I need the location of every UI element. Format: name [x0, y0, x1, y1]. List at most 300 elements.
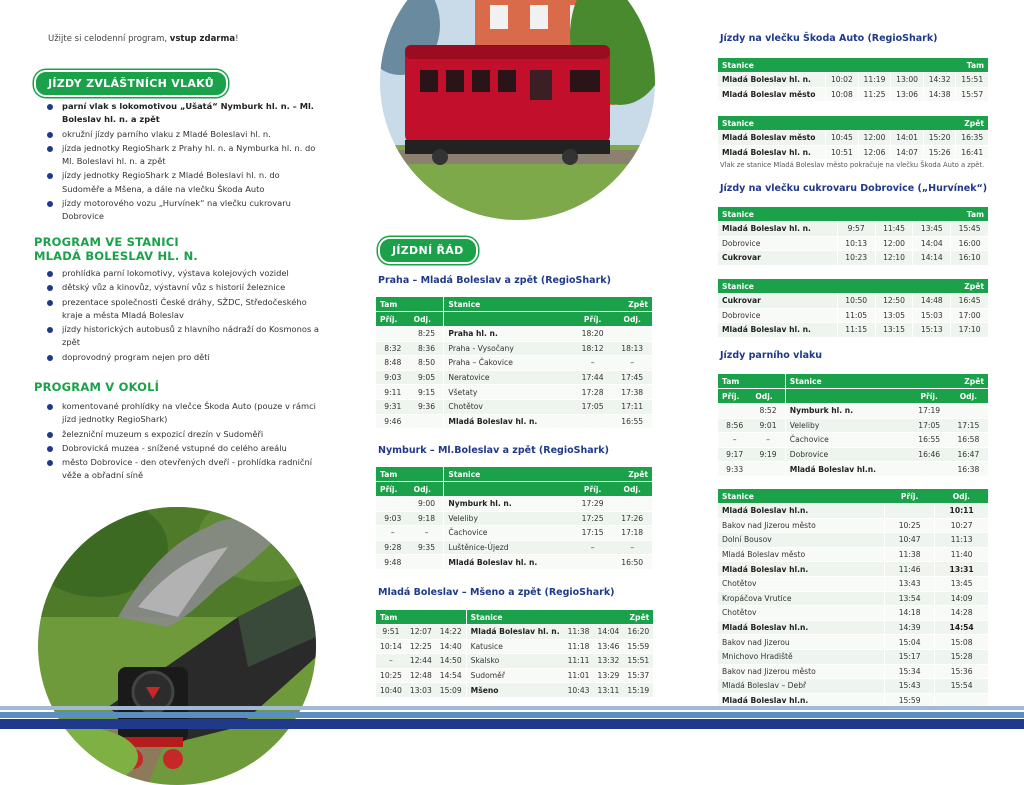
station-cell: Mladá Boleslav město	[718, 131, 826, 146]
time-cell: 12:07	[406, 625, 436, 640]
skoda-title: Jízdy na vlečku Škoda Auto (RegioShark)	[720, 33, 938, 44]
time-cell: 13:05	[875, 308, 913, 323]
arrival-cell: 9:11	[376, 385, 410, 400]
special-trains-heading: JÍZDY ZVLÁŠTNÍCH VLAKŮ	[34, 70, 228, 97]
departure-cell: 17:15	[949, 418, 988, 433]
header-stanice: Stanice	[466, 610, 563, 625]
header-direction: Tam	[826, 58, 988, 73]
station-cell: Mladá Boleslav hl. n.	[718, 73, 826, 88]
arrival-cell: 10:25	[884, 518, 934, 533]
table-row	[376, 356, 652, 371]
t1-title: Praha – Mladá Boleslav a zpět (RegioShark)	[378, 275, 611, 286]
time-cell: 12:00	[858, 131, 891, 146]
station-cell: Mladá Boleslav město	[718, 87, 826, 102]
time-cell: 10:45	[826, 131, 859, 146]
time-cell: 12:48	[406, 668, 436, 683]
table-header-row	[718, 279, 988, 294]
list-item: jízdy historických autobusů z hlavního nádraží do Kosmonos a zpět	[44, 323, 324, 350]
time-cell: 10:08	[826, 87, 859, 102]
list-item: jízdy jednotky RegioShark z Mladé Boleslavi hl. n. do Sudoměře a Mšena, a dále na vlečku Škoda Auto	[44, 169, 324, 196]
station-cell: Veleliby	[785, 418, 909, 433]
arrival-cell: 11:46	[884, 562, 934, 577]
header-zpet: Zpět	[573, 297, 652, 312]
time-cell: 15:51	[623, 654, 653, 669]
station-cell: Cukrovar	[718, 294, 837, 309]
footer-stripe-light	[0, 706, 1024, 710]
arrival-cell: 9:03	[376, 511, 410, 526]
departure-cell: –	[612, 540, 652, 555]
time-cell: 10:50	[837, 294, 875, 309]
table-row	[376, 668, 653, 683]
table-row	[718, 433, 988, 448]
time-cell: 12:06	[858, 145, 891, 160]
arrival-cell	[376, 497, 410, 512]
time-cell: 10:23	[837, 251, 875, 266]
time-cell: 14:04	[913, 236, 951, 251]
table-row	[718, 649, 988, 664]
time-cell: 14:04	[593, 625, 623, 640]
time-cell: 11:45	[875, 222, 913, 237]
time-cell: 12:00	[875, 236, 913, 251]
time-cell: 15:09	[436, 683, 466, 698]
departure-cell: 18:13	[612, 341, 652, 356]
arrival-cell	[376, 327, 410, 342]
station-cell: Nymburk hl. n.	[444, 497, 573, 512]
table-row	[718, 222, 988, 237]
hurvinek-tam-table	[718, 207, 988, 266]
time-cell: 16:00	[951, 236, 988, 251]
departure-cell: 9:00	[410, 497, 444, 512]
departure-cell: 13:31	[935, 562, 988, 577]
header-stanice: Stanice	[718, 279, 837, 294]
table-row	[718, 251, 988, 266]
station-cell: Mladá Boleslav hl. n.	[718, 323, 837, 338]
header-odj: Odj.	[612, 482, 652, 497]
time-cell: 10:51	[826, 145, 859, 160]
time-cell: 12:44	[406, 654, 436, 669]
list-item: prezentace společnosti České dráhy, SŽDC, Středočeského kraje a města Mladá Boleslav	[44, 296, 324, 323]
footer-stripe-dark	[0, 719, 1024, 729]
table-row	[718, 547, 988, 562]
departure-cell: 9:15	[410, 385, 444, 400]
intro-text: Užijte si celodenní program, vstup zdarma!	[48, 34, 239, 44]
list-item: jízda jednotky RegioShark z Prahy hl. n. a Nymburka hl. n. do Ml. Boleslavi hl. n. a zpět	[44, 142, 324, 169]
time-cell: 11:38	[564, 625, 594, 640]
table-row	[718, 576, 988, 591]
list-item: dětský vůz a kinovůz, výstavní vůz s historií železnice	[44, 281, 324, 294]
station-cell: Mladá Boleslav hl.n.	[785, 462, 909, 477]
time-cell: 10:14	[376, 639, 406, 654]
station-cell: Cukrovar	[718, 251, 837, 266]
header-stanice: Stanice	[718, 489, 884, 504]
table-row	[718, 294, 988, 309]
arrival-cell	[573, 414, 613, 429]
arrival-cell: 9:28	[376, 540, 410, 555]
time-cell: 13:11	[593, 683, 623, 698]
table-row	[718, 73, 988, 88]
time-cell: 11:11	[564, 654, 594, 669]
arrival-cell: 17:15	[573, 526, 613, 541]
arrival-cell: 17:29	[573, 497, 613, 512]
skoda-tam-table	[718, 58, 988, 102]
header-odj: Odj.	[949, 389, 988, 404]
t2-title: Nymburk – Ml.Boleslav a zpět (RegioShark)	[378, 445, 609, 456]
table-row	[718, 87, 988, 102]
skoda-note: Vlak ze stanice Mladá Boleslav město pokračuje na vlečku Škoda Auto a zpět.	[720, 161, 985, 169]
header-tam: Tam	[718, 374, 785, 389]
departure-cell: –	[751, 433, 785, 448]
arrival-cell: 8:48	[376, 356, 410, 371]
table-header-row	[718, 374, 988, 389]
table-row	[376, 414, 652, 429]
time-cell: 9:57	[837, 222, 875, 237]
header-zpet: Zpět	[564, 610, 654, 625]
time-cell: 14:22	[436, 625, 466, 640]
table-header-row	[718, 489, 988, 504]
arrival-cell: 17:19	[910, 404, 949, 419]
arrival-cell: –	[718, 433, 751, 448]
departure-cell: –	[612, 356, 652, 371]
steam-locomotive-photo	[38, 507, 316, 785]
station-cell: Čachovice	[444, 526, 573, 541]
arrival-cell: 16:46	[910, 447, 949, 462]
time-cell: 11:01	[564, 668, 594, 683]
station-cell: Kropáčova Vrutice	[718, 591, 884, 606]
arrival-cell: 8:32	[376, 341, 410, 356]
time-cell: 16:45	[951, 294, 988, 309]
departure-cell: 17:38	[612, 385, 652, 400]
arrival-cell: 15:43	[884, 679, 934, 694]
praha-timetable	[376, 297, 652, 429]
arrival-cell: 18:20	[573, 327, 613, 342]
departure-cell: 17:45	[612, 370, 652, 385]
departure-cell: 15:36	[935, 664, 988, 679]
station-cell: Nymburk hl. n.	[785, 404, 909, 419]
list-item: jízdy motorového vozu „Hurvínek“ na vlečku cukrovaru Dobrovice	[44, 197, 324, 224]
arrival-cell: –	[573, 540, 613, 555]
table-row	[718, 679, 988, 694]
station-cell: Mladá Boleslav hl. n.	[444, 414, 573, 429]
table-row	[376, 526, 652, 541]
table-row	[376, 341, 652, 356]
header-stanice: Stanice	[785, 374, 909, 389]
arrival-cell: 18:12	[573, 341, 613, 356]
arrival-cell: 11:38	[884, 547, 934, 562]
time-cell: 10:25	[376, 668, 406, 683]
station-cell: Mladá Boleslav – Debř	[718, 679, 884, 694]
time-cell: 16:41	[956, 145, 988, 160]
time-cell: 11:15	[837, 323, 875, 338]
time-cell: 13:32	[593, 654, 623, 669]
steam-title: Jízdy parního vlaku	[720, 350, 823, 361]
station-cell: Dobrovice	[718, 308, 837, 323]
time-cell: 13:46	[593, 639, 623, 654]
time-cell: 15:13	[913, 323, 951, 338]
table-row	[376, 625, 653, 640]
station-program-list	[44, 267, 324, 365]
departure-cell: 17:26	[612, 511, 652, 526]
time-cell: 14:48	[913, 294, 951, 309]
table-header-row	[376, 312, 652, 327]
header-odj: Odj.	[935, 489, 988, 504]
table-row	[718, 533, 988, 548]
msenotimetable	[376, 610, 653, 698]
time-cell: 11:19	[858, 73, 891, 88]
station-cell: Chotětov	[718, 606, 884, 621]
time-cell: 17:00	[951, 308, 988, 323]
time-cell: 13:29	[593, 668, 623, 683]
header-odj: Odj.	[410, 482, 444, 497]
table-row	[718, 404, 988, 419]
time-cell: 13:00	[891, 73, 924, 88]
departure-cell: 9:35	[410, 540, 444, 555]
header-prij: Příj.	[376, 482, 410, 497]
arrival-cell: 10:47	[884, 533, 934, 548]
steam-loop-timetable	[718, 489, 988, 708]
list-item: okružní jízdy parního vlaku z Mladé Boleslavi hl. n.	[44, 128, 324, 141]
station-cell: Bakov nad Jizerou město	[718, 664, 884, 679]
header-tam: Tam	[376, 610, 466, 625]
time-cell: 14:54	[436, 668, 466, 683]
station-cell: Chotětov	[444, 399, 573, 414]
station-cell: Praha – Čakovice	[444, 356, 573, 371]
departure-cell	[949, 404, 988, 419]
departure-cell: 15:54	[935, 679, 988, 694]
table-header-row	[718, 58, 988, 73]
header-tam: Tam	[376, 467, 444, 482]
arrival-cell	[910, 462, 949, 477]
header-prij: Příj.	[573, 312, 613, 327]
header-odj: Odj.	[751, 389, 785, 404]
table-row	[718, 591, 988, 606]
table-row	[376, 683, 653, 698]
steam-timetable	[718, 374, 988, 477]
t3-title: Mladá Boleslav – Mšeno a zpět (RegioShark)	[378, 587, 615, 598]
time-cell: 14:01	[891, 131, 924, 146]
time-cell: 14:14	[913, 251, 951, 266]
station-cell: Katusice	[466, 639, 563, 654]
time-cell: 9:51	[376, 625, 406, 640]
arrival-cell: 9:17	[718, 447, 751, 462]
table-row	[718, 236, 988, 251]
station-cell: Praha - Vysočany	[444, 341, 573, 356]
time-cell: –	[376, 654, 406, 669]
time-cell: 13:03	[406, 683, 436, 698]
departure-cell: 14:28	[935, 606, 988, 621]
departure-cell: 16:38	[949, 462, 988, 477]
time-cell: 12:50	[875, 294, 913, 309]
departure-cell: 13:45	[935, 576, 988, 591]
arrival-cell	[884, 504, 934, 519]
header-prij: Příj.	[573, 482, 613, 497]
departure-cell: 16:50	[612, 555, 652, 570]
departure-cell: 11:40	[935, 547, 988, 562]
table-row	[718, 308, 988, 323]
departure-cell: 10:27	[935, 518, 988, 533]
table-row	[376, 370, 652, 385]
arrival-cell: 9:48	[376, 555, 410, 570]
header-stanice: Stanice	[444, 297, 573, 312]
table-header-row	[718, 389, 988, 404]
time-cell: 16:10	[951, 251, 988, 266]
arrival-cell: 15:34	[884, 664, 934, 679]
departure-cell	[751, 462, 785, 477]
station-cell: Všetaty	[444, 385, 573, 400]
nymburk-timetable	[376, 467, 652, 570]
skoda-zpet-table	[718, 116, 988, 160]
departure-cell	[612, 497, 652, 512]
header-prij: Příj.	[910, 389, 949, 404]
departure-cell: 9:01	[751, 418, 785, 433]
station-cell: Bakov nad Jizerou město	[718, 518, 884, 533]
arrival-cell: 17:28	[573, 385, 613, 400]
table-cell	[444, 312, 573, 327]
special-trains-list	[44, 100, 324, 225]
table-header-row	[376, 297, 652, 312]
table-header-row	[376, 467, 652, 482]
time-cell: 15:20	[923, 131, 956, 146]
header-odj: Odj.	[612, 312, 652, 327]
station-cell: Dobrovice	[785, 447, 909, 462]
time-cell: 15:51	[956, 73, 988, 88]
time-cell: 12:25	[406, 639, 436, 654]
list-item: Dobrovická muzea - snížené vstupné do celého areálu	[44, 442, 324, 455]
time-cell: 14:50	[436, 654, 466, 669]
time-cell: 15:37	[623, 668, 653, 683]
station-cell: Bakov nad Jizerou	[718, 635, 884, 650]
time-cell: 15:19	[623, 683, 653, 698]
arrival-cell: –	[376, 526, 410, 541]
time-cell: 14:07	[891, 145, 924, 160]
station-cell: Skalsko	[466, 654, 563, 669]
arrival-cell	[573, 555, 613, 570]
station-cell: Luštěnice-Újezd	[444, 540, 573, 555]
table-row	[718, 562, 988, 577]
header-direction: Zpět	[826, 116, 988, 131]
table-row	[376, 555, 652, 570]
table-row	[376, 639, 653, 654]
arrival-cell: 9:03	[376, 370, 410, 385]
station-cell: Chotětov	[718, 576, 884, 591]
departure-cell	[410, 414, 444, 429]
list-item: parní vlak s lokomotivou „Ušatá“ Nymburk hl. n. – Ml. Boleslav hl. n. a zpět	[44, 100, 324, 127]
time-cell: 15:26	[923, 145, 956, 160]
station-cell: Mšeno	[466, 683, 563, 698]
time-cell: 14:32	[923, 73, 956, 88]
table-row	[718, 418, 988, 433]
header-prij: Příj.	[884, 489, 934, 504]
departure-cell: 9:36	[410, 399, 444, 414]
table-row	[376, 497, 652, 512]
departure-cell: –	[410, 526, 444, 541]
arrival-cell: 15:17	[884, 649, 934, 664]
time-cell: 15:59	[623, 639, 653, 654]
header-tam: Tam	[376, 297, 444, 312]
departure-cell: 9:19	[751, 447, 785, 462]
list-item: město Dobrovice - den otevřených dveří - prohlídka radniční věže a obřadní síně	[44, 456, 324, 483]
station-cell: Mladá Boleslav hl. n.	[466, 625, 563, 640]
arrival-cell: –	[573, 356, 613, 371]
header-zpet: Zpět	[910, 374, 988, 389]
arrival-cell: 9:33	[718, 462, 751, 477]
departure-cell: 9:18	[410, 511, 444, 526]
departure-cell: 8:50	[410, 356, 444, 371]
table-row	[718, 635, 988, 650]
departure-cell: 14:09	[935, 591, 988, 606]
header-stanice: Stanice	[444, 467, 573, 482]
list-item: doprovodný program nejen pro děti	[44, 351, 324, 364]
table-row	[718, 664, 988, 679]
time-cell: 16:35	[956, 131, 988, 146]
table-row	[718, 606, 988, 621]
station-cell: Sudoměř	[466, 668, 563, 683]
hurvinek-zpet-table	[718, 279, 988, 338]
departure-cell: 17:18	[612, 526, 652, 541]
departure-cell	[410, 555, 444, 570]
departure-cell: 11:13	[935, 533, 988, 548]
table-header-row	[718, 116, 988, 131]
table-header-row	[718, 207, 988, 222]
table-row	[718, 462, 988, 477]
time-cell: 10:40	[376, 683, 406, 698]
time-cell: 12:10	[875, 251, 913, 266]
time-cell: 17:10	[951, 323, 988, 338]
station-cell: Mladá Boleslav hl. n.	[718, 222, 837, 237]
header-prij: Příj.	[376, 312, 410, 327]
table-cell	[785, 389, 909, 404]
header-stanice: Stanice	[718, 207, 837, 222]
list-item: železniční muzeum s expozicí drezín v Sudoměři	[44, 428, 324, 441]
departure-cell: 15:28	[935, 649, 988, 664]
header-stanice: Stanice	[718, 58, 826, 73]
arrival-cell: 16:55	[910, 433, 949, 448]
time-cell: 15:45	[951, 222, 988, 237]
header-prij: Příj.	[718, 389, 751, 404]
arrival-cell: 17:05	[910, 418, 949, 433]
departure-cell: 15:08	[935, 635, 988, 650]
departure-cell: 14:54	[935, 620, 988, 635]
departure-cell: 9:05	[410, 370, 444, 385]
table-row	[376, 540, 652, 555]
station-cell: Mnichovo Hradiště	[718, 649, 884, 664]
time-cell: 10:02	[826, 73, 859, 88]
table-row	[376, 511, 652, 526]
table-row	[718, 323, 988, 338]
departure-cell: 16:47	[949, 447, 988, 462]
departure-cell: 8:36	[410, 341, 444, 356]
time-cell: 13:15	[875, 323, 913, 338]
header-direction: Tam	[837, 207, 988, 222]
station-cell: Mladá Boleslav hl. n.	[718, 145, 826, 160]
time-cell: 11:05	[837, 308, 875, 323]
table-header-row	[376, 482, 652, 497]
time-cell: 10:13	[837, 236, 875, 251]
header-zpet: Zpět	[573, 467, 652, 482]
time-cell: 15:57	[956, 87, 988, 102]
header-direction: Zpět	[837, 279, 988, 294]
arrival-cell: 15:04	[884, 635, 934, 650]
table-row	[376, 654, 653, 669]
hurvinek-title: Jízdy na vlečku cukrovaru Dobrovice („Hurvínek“)	[720, 183, 988, 194]
arrival-cell: 9:31	[376, 399, 410, 414]
footer-stripe-mid	[0, 712, 1024, 718]
timetable-heading: JÍZDNÍ ŘÁD	[378, 237, 478, 264]
time-cell: 14:40	[436, 639, 466, 654]
departure-cell: 16:55	[612, 414, 652, 429]
station-cell: Mladá Boleslav hl.n.	[718, 562, 884, 577]
station-cell: Mladá Boleslav hl. n.	[444, 555, 573, 570]
motor-railcar-photo	[380, 0, 655, 220]
